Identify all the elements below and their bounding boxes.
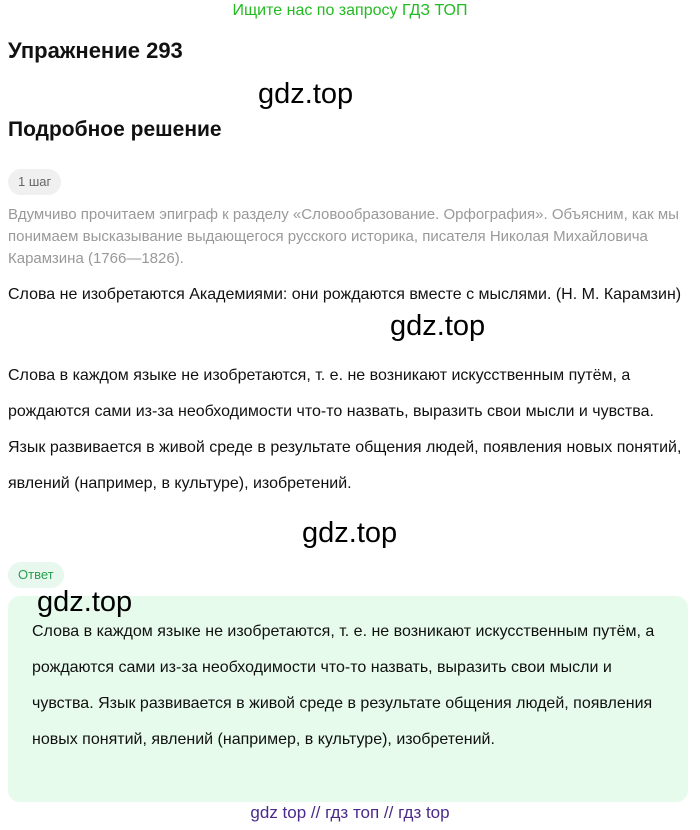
step-badge: 1 шаг [8,169,61,195]
answer-text: Слова в каждом языке не изобретаются, т. е. не возникают искусственным путём, а рождаются сами из-за необходимости что-то назвать, выразить свои мысли и чувства. Язык развивается в живой среде в результате общения людей, появления новых понятий, явлений (например, в культуре), изобретений. [32,623,655,748]
explanation-text: Слова в каждом языке не изобретаются, т. е. не возникают искусственным путём, а рождаются сами из-за необходимости что-то назвать, выразить свои мысли и чувства. Язык развивается в живой среде в результате общения людей, появления новых понятий, явлений (например, в культуре), изобретений. [8,367,682,492]
search-banner: Ищите нас по запросу ГДЗ ТОП [232,2,468,19]
epigraph-quote: Слова не изобретаются Академиями: они рождаются вместе с мыслями. (Н. М. Карамзин) [8,286,682,303]
intro-text: Вдумчиво прочитаем эпиграф к разделу «Словообразование. Орфография». Объясним, как мы понимаем высказывание выдающегося русского историка, писателя Николая Михайловича Карамзина (1766—1826). [8,206,679,267]
answer-badge: Ответ [8,562,64,588]
watermark: gdz.top [37,586,133,618]
watermark: gdz.top [302,517,398,549]
answer-box [8,596,688,802]
footer-watermark: gdz top // гдз топ // гдз top [250,803,450,822]
solution-heading: Подробное решение [8,118,222,141]
page-title: Упражнение 293 [8,38,183,63]
watermark: gdz.top [390,310,486,342]
watermark: gdz.top [258,78,354,110]
